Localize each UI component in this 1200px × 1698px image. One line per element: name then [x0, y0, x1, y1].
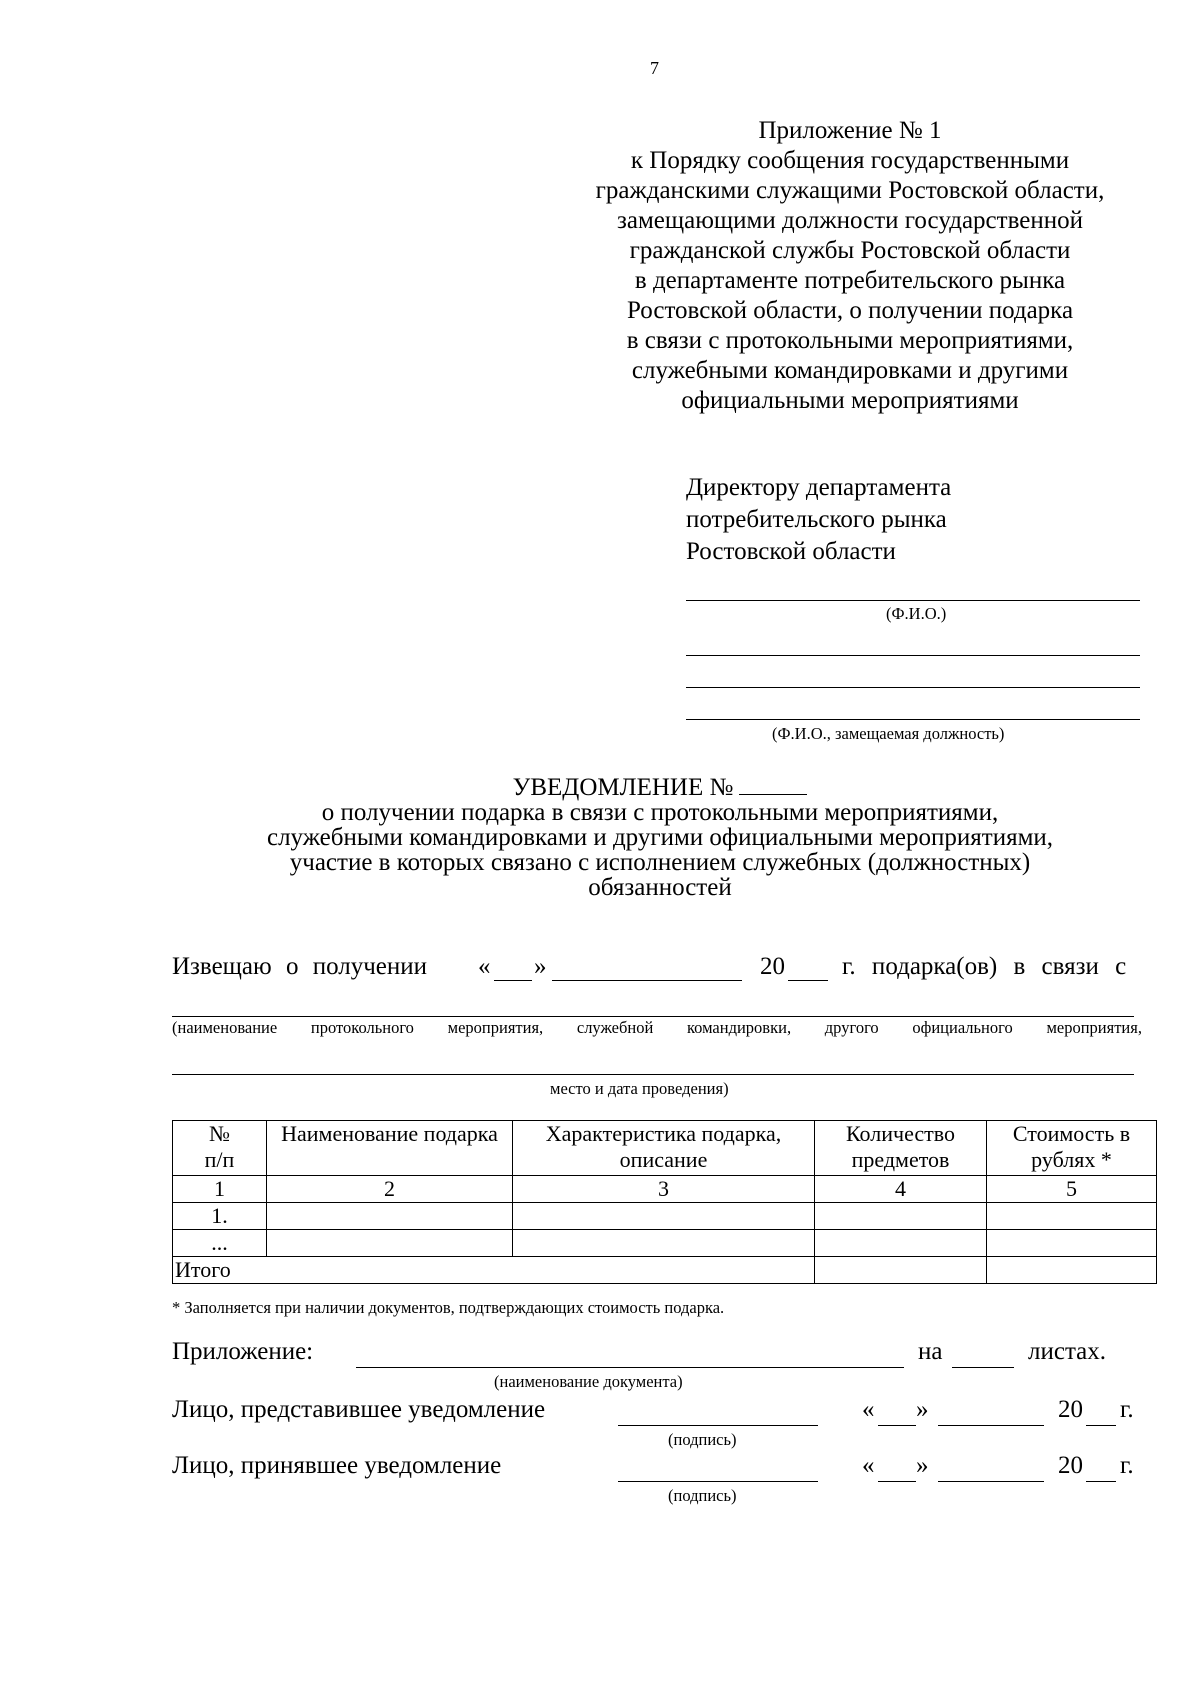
heading-line: служебными командировками и другими официальными мероприятиями, [266, 824, 1054, 851]
receiver-quote-close: » [916, 1452, 929, 1479]
annex-header [540, 116, 1160, 416]
event-caption: (наименование протокольного мероприятия, служебной командировки, другого официального мероприятия, [172, 1018, 1142, 1037]
fio-caption: (Ф.И.О.) [886, 604, 947, 623]
gift-quantity-cell[interactable] [815, 1230, 987, 1257]
annex-line: гражданскими служащими Ростовской области, [595, 177, 1105, 204]
heading-line: участие в которых связано с исполнением служебных (должностных) [289, 849, 1031, 876]
column-header-number: № п/п [173, 1121, 267, 1176]
attachment-sheets-field[interactable] [952, 1367, 1014, 1368]
total-label: Итого [173, 1257, 815, 1284]
signature-label-receiver: Лицо, принявшее уведомление [172, 1452, 502, 1479]
notice-title: УВЕДОМЛЕНИЕ № [150, 775, 1170, 800]
gift-description-cell[interactable] [513, 1230, 815, 1257]
column-number: 3 [513, 1176, 815, 1203]
annex-line: замещающими должности государственной [617, 207, 1083, 234]
gift-name-cell[interactable] [267, 1230, 513, 1257]
page-number: 7 [650, 58, 659, 78]
annex-line: в связи с протокольными мероприятиями, [626, 327, 1074, 354]
annex-line: официальными мероприятиями [681, 387, 1019, 414]
gift-cost-cell[interactable] [987, 1203, 1157, 1230]
total-row [173, 1257, 1157, 1284]
heading-line: обязанностей [588, 874, 732, 901]
column-number: 1 [173, 1176, 267, 1203]
annex-line: Ростовской области, о получении подарка [626, 297, 1074, 324]
fio-field-line[interactable] [686, 600, 1140, 601]
fio-position-caption: (Ф.И.О., замещаемая должность) [772, 724, 1005, 743]
column-header-name: Наименование подарка [267, 1121, 513, 1176]
notice-quote-close: » [534, 953, 547, 980]
annex-line: гражданской службы Ростовской области [629, 237, 1071, 264]
total-quantity-cell[interactable] [815, 1257, 987, 1284]
event-field-line-1[interactable] [172, 1016, 1134, 1017]
total-cost-cell[interactable] [987, 1257, 1157, 1284]
table-row [173, 1203, 1157, 1230]
sender-field-line-3[interactable] [686, 719, 1140, 720]
attachment-caption: (наименование документа) [494, 1372, 683, 1391]
footnote: * Заполняется при наличии документов, подтверждающих стоимость подарка. [172, 1298, 725, 1317]
column-number: 2 [267, 1176, 513, 1203]
gift-description-cell[interactable] [513, 1203, 815, 1230]
notice-year-field[interactable] [788, 980, 828, 981]
receiver-signature-caption: (подпись) [668, 1486, 737, 1505]
column-numbers-row [173, 1176, 1157, 1203]
submitter-year-prefix: 20 [1058, 1396, 1083, 1423]
notice-day-field[interactable] [494, 980, 532, 981]
attachment-document-field[interactable] [356, 1367, 904, 1368]
notice-text-start: Извещаю о получении [172, 953, 428, 980]
notice-heading [150, 775, 1170, 900]
submitter-signature-caption: (подпись) [668, 1430, 737, 1449]
submitter-month-field[interactable] [938, 1425, 1044, 1426]
signature-label-submitter: Лицо, представившее уведомление [172, 1396, 546, 1423]
heading-line: о получении подарка в связи с протокольными мероприятиями, [321, 799, 999, 826]
addressee-line: потребительского рынка [686, 506, 947, 533]
attachment-on: на [918, 1338, 943, 1365]
receiver-year-field[interactable] [1086, 1481, 1116, 1482]
submitter-year-field[interactable] [1086, 1425, 1116, 1426]
receiver-quote-open: « [862, 1452, 875, 1479]
gift-quantity-cell[interactable] [815, 1203, 987, 1230]
notice-text-end: г. подарка(ов) в связи с [842, 953, 1127, 980]
column-header-description: Характеристика подарка, описание [513, 1121, 815, 1176]
submitter-year-suffix: г. [1120, 1396, 1134, 1423]
addressee-block [686, 472, 951, 568]
attachment-label: Приложение: [172, 1338, 314, 1365]
annex-line: в департаменте потребительского рынка [634, 267, 1066, 294]
event-caption-line2: место и дата проведения) [550, 1079, 729, 1098]
addressee-line: Ростовской области [686, 538, 896, 565]
annex-line: служебными командировками и другими [631, 357, 1069, 384]
column-number: 4 [815, 1176, 987, 1203]
receiver-year-suffix: г. [1120, 1452, 1134, 1479]
receiver-signature-field[interactable] [618, 1481, 818, 1482]
column-header-cost: Стоимость в рублях * [987, 1121, 1157, 1176]
row-number: 1. [173, 1203, 267, 1230]
annex-line: к Порядку сообщения государственными [630, 147, 1070, 174]
annex-line: Приложение № 1 [758, 117, 942, 144]
gift-name-cell[interactable] [267, 1203, 513, 1230]
submitter-day-field[interactable] [878, 1425, 916, 1426]
table-row [173, 1230, 1157, 1257]
receiver-month-field[interactable] [938, 1481, 1044, 1482]
gift-cost-cell[interactable] [987, 1230, 1157, 1257]
column-number: 5 [987, 1176, 1157, 1203]
gifts-table [172, 1120, 1157, 1284]
column-header-quantity: Количество предметов [815, 1121, 987, 1176]
table-header-row [173, 1121, 1157, 1176]
notice-month-field[interactable] [552, 980, 742, 981]
row-number: ... [173, 1230, 267, 1257]
receiver-day-field[interactable] [878, 1481, 916, 1482]
notice-quote-open: « [478, 953, 491, 980]
submitter-signature-field[interactable] [618, 1425, 818, 1426]
event-field-line-2[interactable] [172, 1074, 1134, 1075]
addressee-line: Директору департамента [686, 474, 952, 501]
notice-year-prefix: 20 [760, 953, 785, 980]
submitter-quote-close: » [916, 1396, 929, 1423]
attachment-sheets: листах. [1028, 1338, 1107, 1365]
sender-field-line-1[interactable] [686, 655, 1140, 656]
sender-field-line-2[interactable] [686, 687, 1140, 688]
receiver-year-prefix: 20 [1058, 1452, 1083, 1479]
notice-number-field[interactable] [739, 775, 807, 795]
submitter-quote-open: « [862, 1396, 875, 1423]
